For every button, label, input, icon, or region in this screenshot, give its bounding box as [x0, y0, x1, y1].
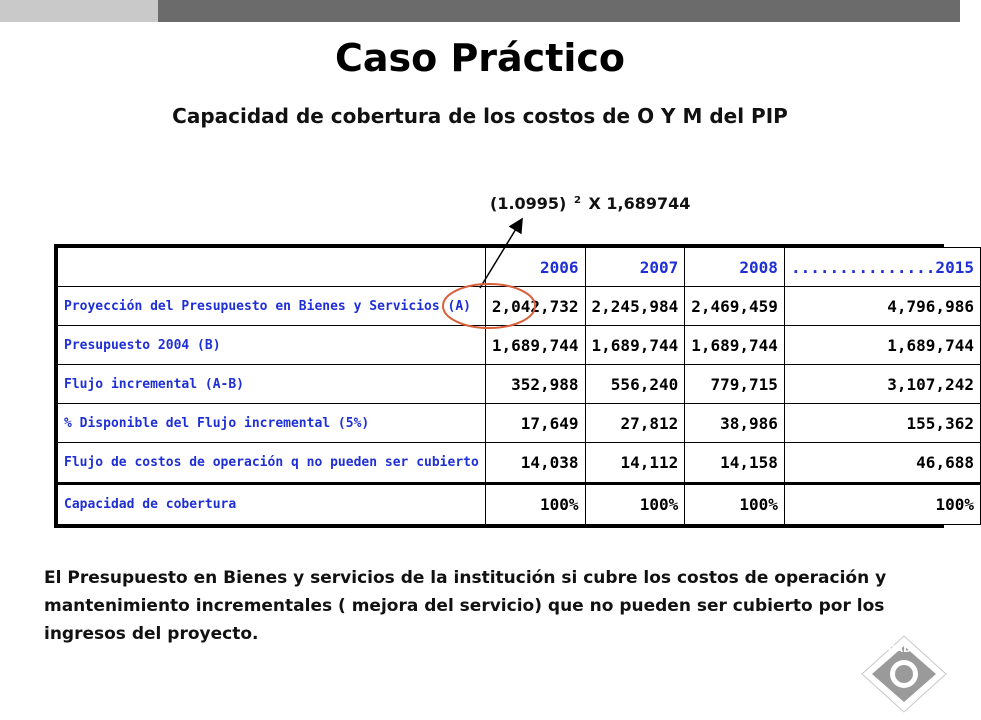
- header-2007: 2007: [585, 248, 685, 287]
- cell-value: 1,689,744: [685, 326, 785, 365]
- cell-value: 38,986: [685, 404, 785, 443]
- row-label: % Disponible del Flujo incremental (5%): [58, 404, 486, 443]
- formula-arrow: [480, 224, 519, 288]
- cad-logo-icon: [854, 632, 954, 716]
- cell-value: 155,362: [784, 404, 980, 443]
- cell-value: 100%: [585, 483, 685, 524]
- cell-value: 556,240: [585, 365, 685, 404]
- formula-base: (1.0995): [490, 194, 567, 213]
- cell-value: 1,689,744: [784, 326, 980, 365]
- formula-rest: X 1,689744: [588, 194, 691, 213]
- slide-subtitle: Capacidad de cobertura de los costos de O Y M del PIP: [172, 104, 788, 128]
- header-2008: 2008: [685, 248, 785, 287]
- row-label: Capacidad de cobertura: [58, 483, 486, 524]
- cell-value: 1,689,744: [585, 326, 685, 365]
- cell-value: 100%: [485, 483, 585, 524]
- cell-value: 46,688: [784, 443, 980, 484]
- row-label: Presupuesto 2004 (B): [58, 326, 486, 365]
- cell-value: 2,245,984: [585, 287, 685, 326]
- header-2015: ...............2015: [784, 248, 980, 287]
- cell-value: 14,038: [485, 443, 585, 484]
- header-2006: 2006: [485, 248, 585, 287]
- slide-title: Caso Práctico: [334, 36, 626, 80]
- cell-value: 4,796,986: [784, 287, 980, 326]
- cell-value: 3,107,242: [784, 365, 980, 404]
- row-label: Proyección del Presupuesto en Bienes y Servicios (A): [58, 287, 486, 326]
- cell-value: 17,649: [485, 404, 585, 443]
- cell-value: 352,988: [485, 365, 585, 404]
- formula-exponent: 2: [573, 194, 581, 206]
- cell-value: 2,469,459: [685, 287, 785, 326]
- cell-value: 100%: [784, 483, 980, 524]
- logo-text: CAD: [888, 644, 912, 655]
- cell-value: 14,158: [685, 443, 785, 484]
- conclusion-text: El Presupuesto en Bienes y servicios de la institución si cubre los costos de operación y mantenimiento incrementales ( mejora del servicio) que no pueden ser cubierto por los ingresos del proyecto.: [44, 568, 887, 644]
- cell-value: 100%: [685, 483, 785, 524]
- row-label: Flujo de costos de operación q no pueden ser cubierto: [58, 443, 486, 484]
- cell-value: 2,042,732: [485, 287, 585, 326]
- row-label: Flujo incremental (A-B): [58, 365, 486, 404]
- highlight-circle: [443, 284, 535, 328]
- cell-value: 27,812: [585, 404, 685, 443]
- cell-value: 1,689,744: [485, 326, 585, 365]
- cell-value: 14,112: [585, 443, 685, 484]
- cell-value: 779,715: [685, 365, 785, 404]
